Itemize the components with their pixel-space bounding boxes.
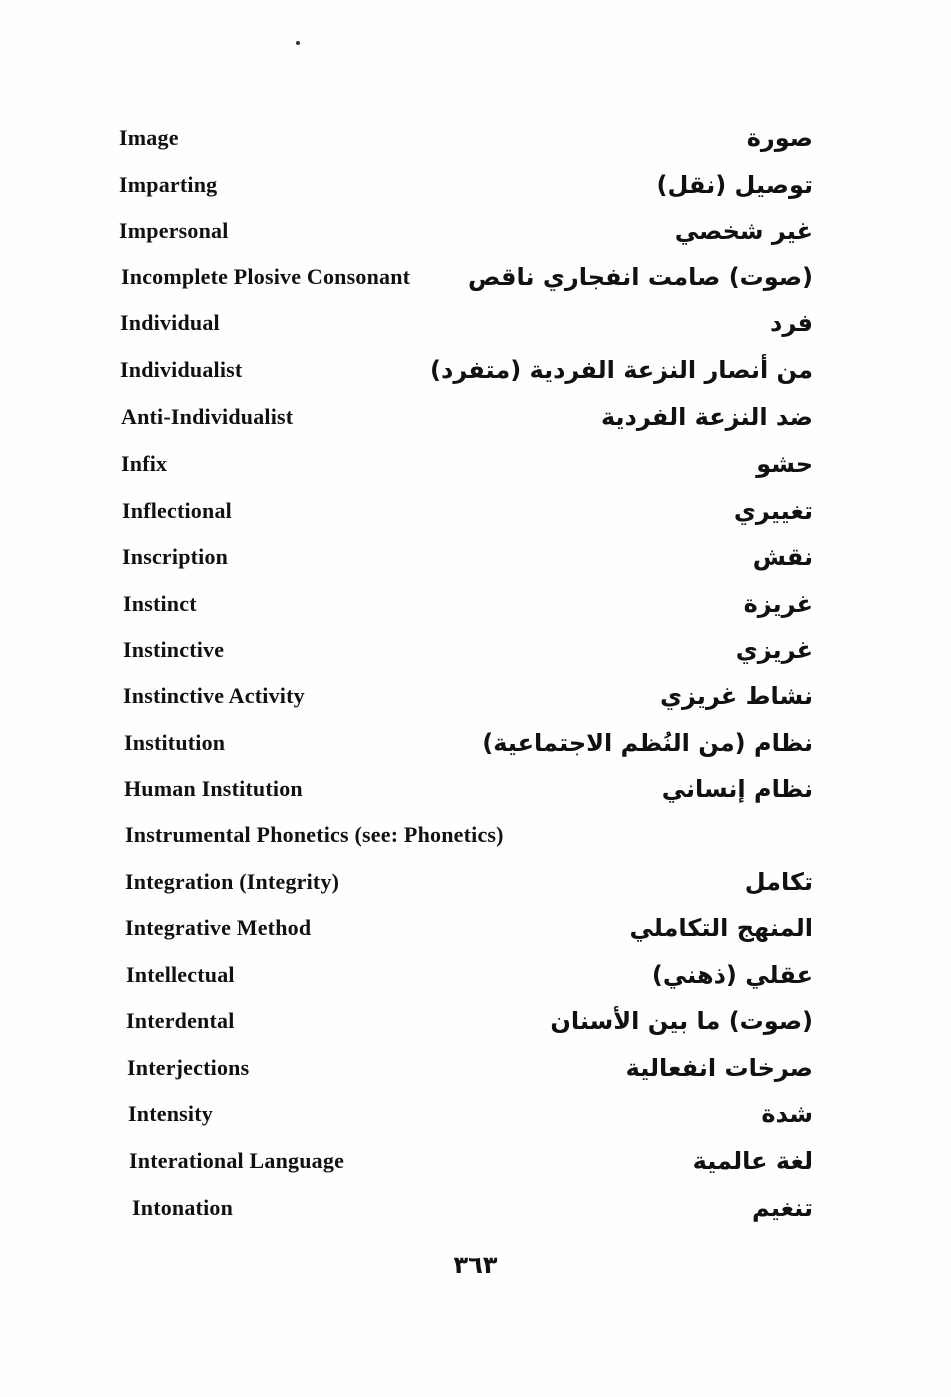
entry-row [0,491,951,531]
entry-row [0,397,951,437]
arabic-term: صرخات انفعالية [625,1054,813,1082]
entry-row [0,815,951,855]
entry-row [0,676,951,716]
entry-row [0,769,951,809]
arabic-term: تنغيم [752,1194,813,1222]
english-term: Anti-Individualist [121,404,294,429]
entry-row [0,444,951,484]
arabic-term: من أنصار النزعة الفردية (متفرد) [430,356,813,384]
entry-row [0,1001,951,1041]
entry-row [0,118,951,158]
english-term: Inflectional [122,498,232,523]
english-term: Intonation [132,1195,234,1220]
english-term: Imparting [119,172,218,197]
arabic-term: (صوت) ما بين الأسنان [550,1007,813,1035]
english-term: Individualist [120,357,243,382]
arabic-term: فرد [770,309,813,337]
arabic-term: شدة [761,1100,813,1128]
english-term: Interjections [127,1055,250,1080]
entry-row [0,862,951,902]
entry-row [0,303,951,343]
english-term: Infix [121,451,168,476]
entry-row [0,350,951,390]
arabic-term: غريزة [743,590,813,618]
arabic-term: المنهج التكاملي [629,914,813,942]
english-term: Instinct [123,591,197,616]
ink-speck [296,41,300,45]
english-term: Impersonal [119,218,229,243]
english-term: Instinctive [123,637,225,662]
english-term: Human Institution [124,776,303,801]
arabic-term: توصيل (نقل) [656,171,813,199]
english-term: Interational Language [129,1148,345,1173]
english-term: Inscription [122,544,229,569]
english-term: Integration (Integrity) [125,869,340,894]
entry-row [0,1141,951,1181]
entry-row [0,908,951,948]
page-number: ٣٦٣ [453,1251,498,1279]
arabic-term: نظام إنساني [661,775,813,803]
entry-row [0,257,951,297]
english-term: Individual [120,310,220,335]
arabic-term: (صوت) صامت انفجاري ناقص [468,263,813,291]
entry-row [0,723,951,763]
english-term: Intellectual [126,962,235,987]
arabic-term: نشاط غريزي [660,682,813,710]
english-term: Instrumental Phonetics (see: Phonetics) [125,822,504,847]
entry-row [0,955,951,995]
entry-row [0,630,951,670]
arabic-term: صورة [746,124,813,152]
entry-row [0,165,951,205]
arabic-term: تكامل [744,868,813,896]
arabic-term: غريزي [735,636,813,664]
arabic-term: نظام (من النُظم الاجتماعية) [482,729,813,757]
entry-row [0,584,951,624]
arabic-term: حشو [756,450,813,478]
english-term: Integrative Method [125,915,312,940]
arabic-term: لغة عالمية [692,1147,813,1175]
arabic-term: عقلي (ذهني) [651,961,813,989]
entry-row [0,1188,951,1228]
english-term: Intensity [128,1101,213,1126]
entry-row [0,211,951,251]
english-term: Instinctive Activity [123,683,305,708]
english-term: Image [119,125,179,150]
english-term: Interdental [126,1008,235,1033]
arabic-term: ضد النزعة الفردية [600,403,813,431]
arabic-term: نقش [752,543,813,571]
english-term: Institution [124,730,226,755]
entry-row [0,1094,951,1134]
arabic-term: تغييري [733,497,813,525]
english-term: Incomplete Plosive Consonant [121,264,411,289]
arabic-term: غير شخصي [674,217,813,245]
entry-row [0,537,951,577]
entry-row [0,1048,951,1088]
